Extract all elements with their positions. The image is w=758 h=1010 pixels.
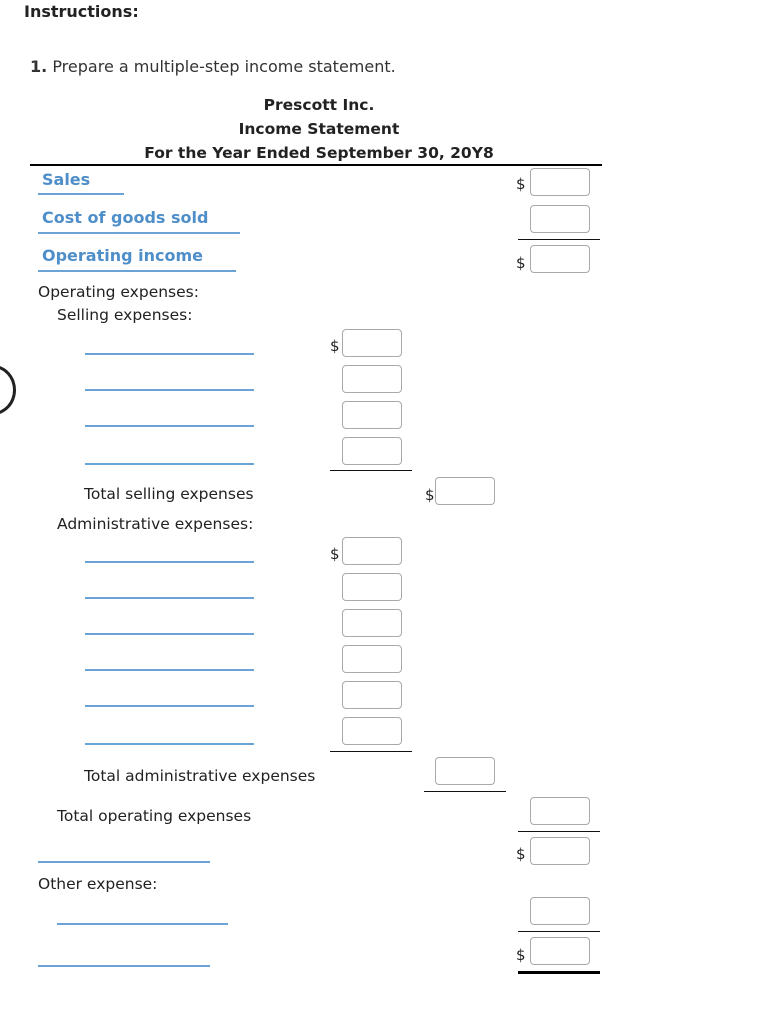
admin-item-1-input[interactable] (342, 537, 402, 565)
selling-item-2-input[interactable] (342, 365, 402, 393)
admin-item-5-input[interactable] (342, 681, 402, 709)
total-admin-label: Total administrative expenses (84, 767, 316, 785)
other-expense-item-dropdown[interactable] (57, 923, 228, 925)
admin-dollar-sign: $ (330, 545, 340, 563)
total-operating-label: Total operating expenses (57, 807, 252, 825)
total-selling-input[interactable] (435, 477, 495, 505)
income-line-dropdown[interactable] (38, 861, 210, 863)
net-line-input[interactable] (530, 937, 590, 965)
selling-item-4-input[interactable] (342, 437, 402, 465)
selling-item-2-dropdown[interactable] (85, 389, 254, 391)
sales-amount-input[interactable] (530, 168, 590, 196)
admin-item-3-input[interactable] (342, 609, 402, 637)
operating-income-dollar-sign: $ (516, 254, 526, 272)
operating-income-label[interactable]: Operating income (42, 246, 204, 265)
selling-item-3-input[interactable] (342, 401, 402, 429)
admin-rule (330, 751, 412, 752)
cogs-amount-input[interactable] (530, 205, 590, 233)
admin-item-6-dropdown[interactable] (85, 743, 254, 745)
operating-expenses-label: Operating expenses: (38, 283, 199, 301)
sales-label[interactable]: Sales (42, 170, 91, 189)
selling-expenses-label: Selling expenses: (57, 306, 193, 324)
admin-item-4-dropdown[interactable] (85, 669, 254, 671)
statement-period: For the Year Ended September 30, 20Y8 (144, 144, 494, 162)
cogs-label[interactable]: Cost of goods sold (42, 208, 209, 227)
step-text: Prepare a multiple-step income statement. (52, 57, 396, 76)
admin-item-2-input[interactable] (342, 573, 402, 601)
statement-title: Income Statement (238, 120, 400, 138)
admin-item-6-input[interactable] (342, 717, 402, 745)
total-selling-dollar-sign: $ (425, 486, 435, 504)
instructions-title: Instructions: (24, 2, 139, 21)
total-admin-rule (424, 791, 506, 792)
admin-item-5-dropdown[interactable] (85, 705, 254, 707)
net-double-rule (518, 971, 600, 974)
admin-item-2-dropdown[interactable] (85, 597, 254, 599)
admin-item-3-dropdown[interactable] (85, 633, 254, 635)
selling-item-1-dropdown[interactable] (85, 353, 254, 355)
sales-dollar-sign: $ (516, 175, 526, 193)
income-dollar-sign: $ (516, 845, 526, 863)
selling-item-3-dropdown[interactable] (85, 425, 254, 427)
partial-circle-icon (0, 365, 16, 415)
step-1 (30, 57, 396, 76)
total-operating-rule (518, 831, 600, 832)
other-expense-input[interactable] (530, 897, 590, 925)
total-admin-input[interactable] (435, 757, 495, 785)
admin-item-1-dropdown[interactable] (85, 561, 254, 563)
administrative-expenses-label: Administrative expenses: (57, 515, 254, 533)
other-expense-label: Other expense: (38, 875, 158, 893)
company-name: Prescott Inc. (263, 96, 375, 114)
step-number: 1. (30, 57, 48, 76)
cogs-rule (518, 239, 600, 240)
selling-item-4-dropdown[interactable] (85, 463, 254, 465)
total-operating-input[interactable] (530, 797, 590, 825)
selling-rule (330, 470, 412, 471)
net-dollar-sign: $ (516, 946, 526, 964)
admin-item-4-input[interactable] (342, 645, 402, 673)
income-line-input[interactable] (530, 837, 590, 865)
other-expense-rule (518, 931, 600, 932)
selling-dollar-sign: $ (330, 337, 340, 355)
sales-dropdown-line[interactable] (38, 193, 124, 195)
total-selling-label: Total selling expenses (84, 485, 254, 503)
net-line-dropdown[interactable] (38, 965, 210, 967)
selling-item-1-input[interactable] (342, 329, 402, 357)
operating-income-amount-input[interactable] (530, 245, 590, 273)
operating-income-dropdown-line[interactable] (38, 270, 236, 272)
cogs-dropdown-line[interactable] (38, 232, 240, 234)
header-rule (30, 164, 602, 166)
